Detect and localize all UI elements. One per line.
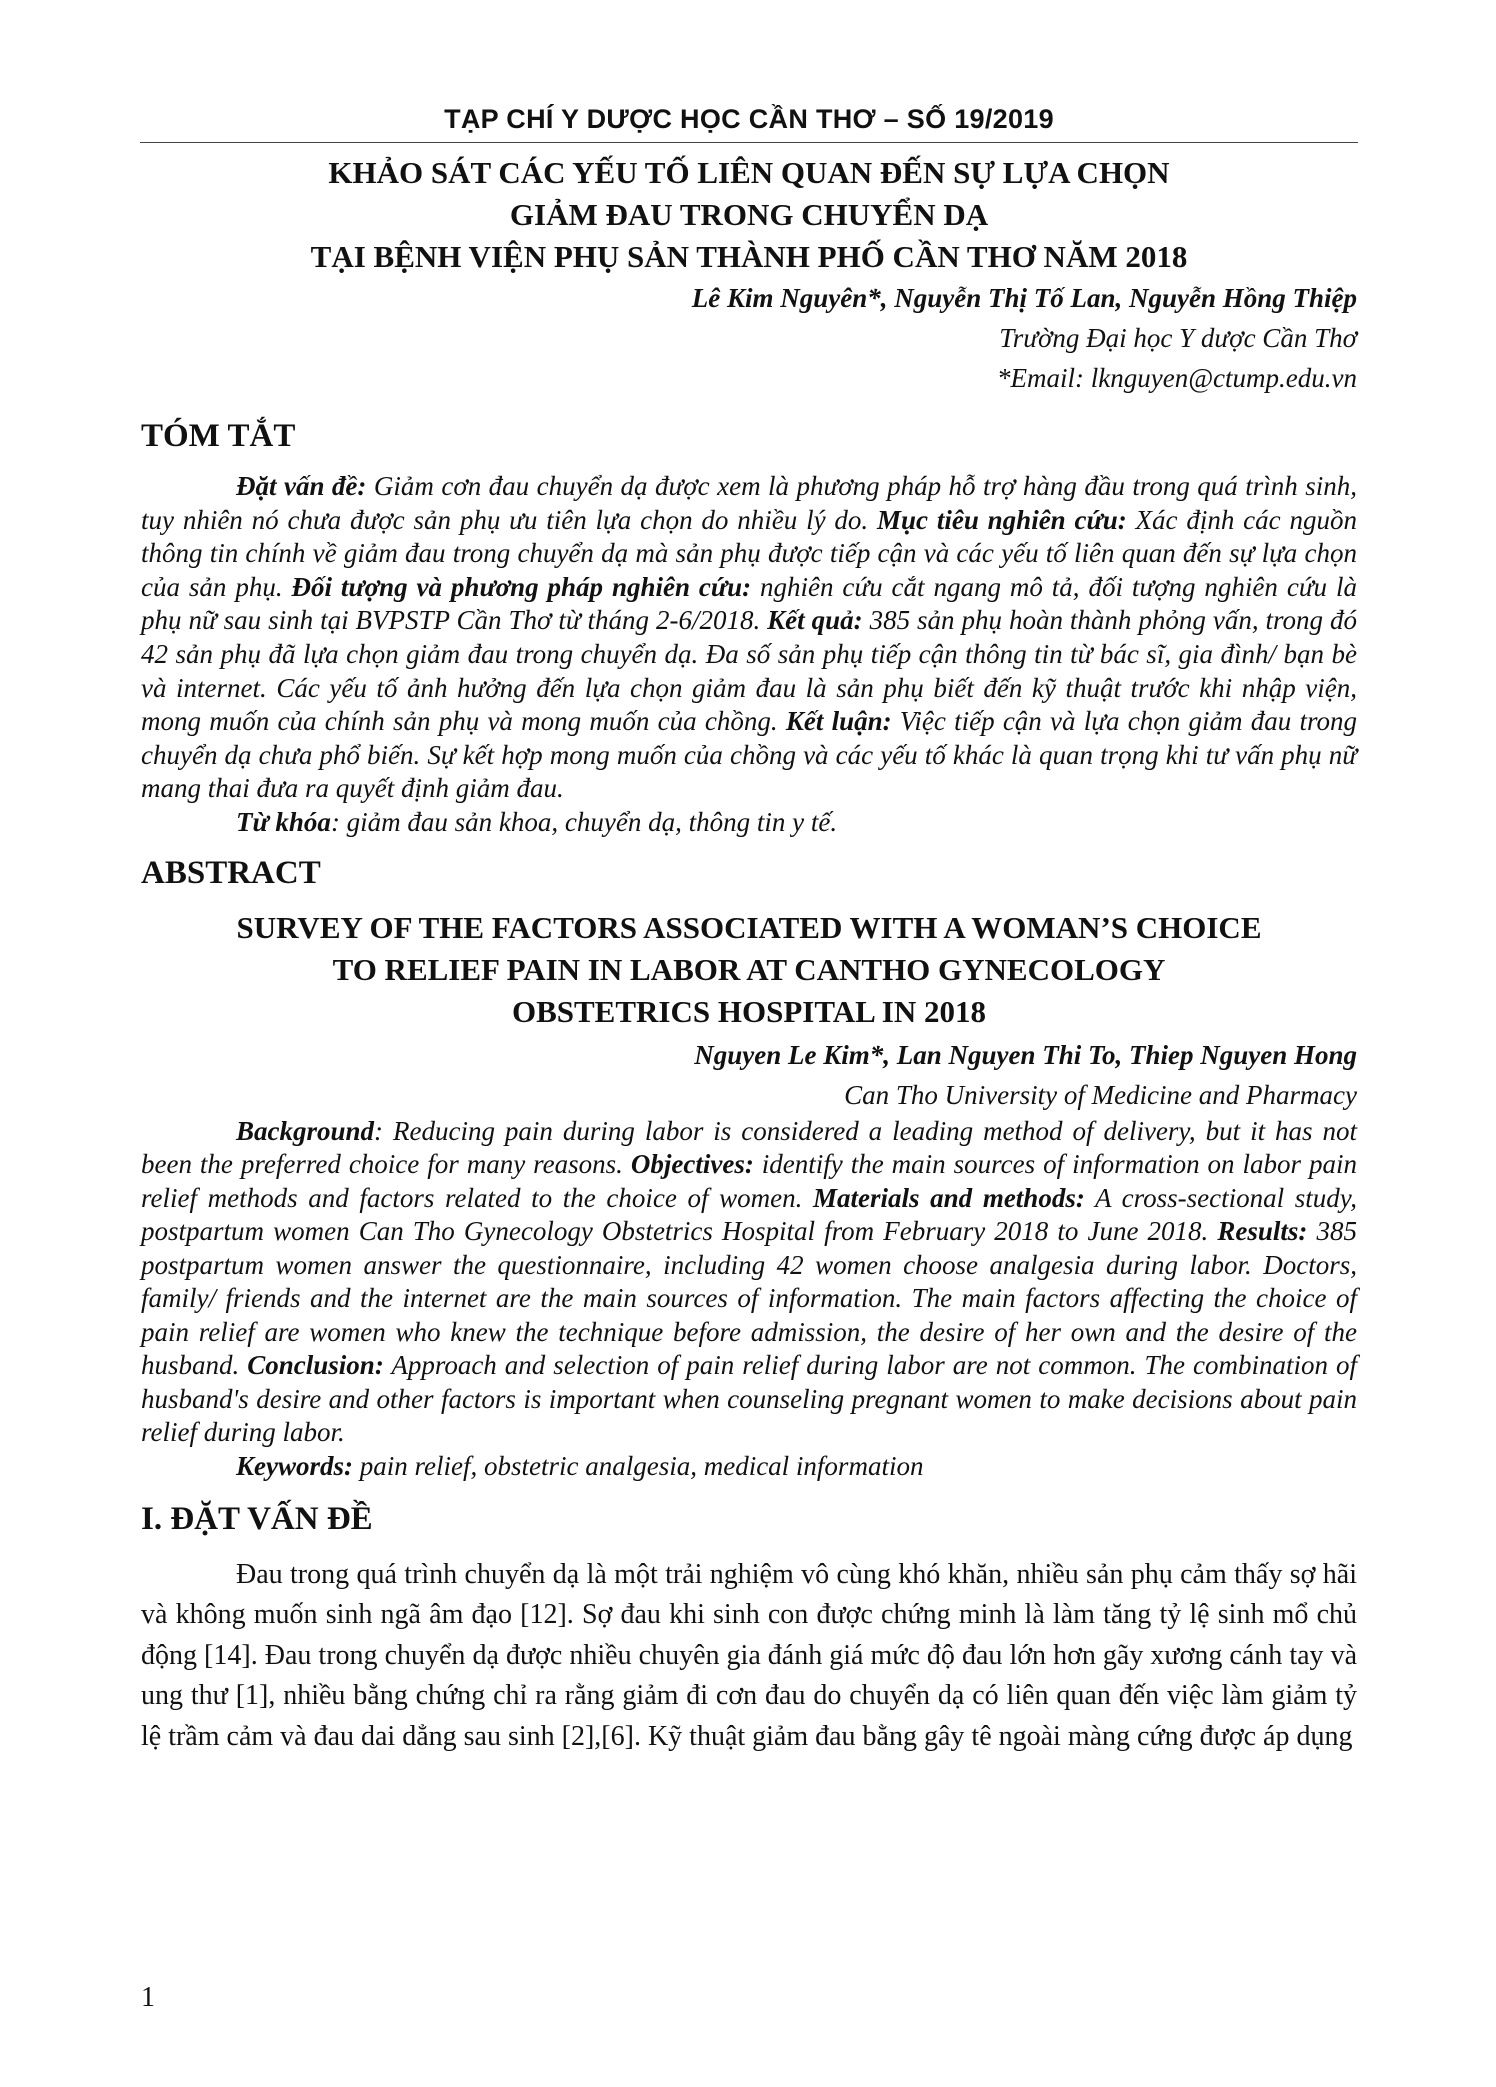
results-text: 385 sản phụ hoàn thành phỏng vấn, trong đó 42 sản phụ đã lựa chọn giảm đau trong chuyển dạ. Đa số sản phụ tiếp cận thông tin từ bác sĩ, gia đình/ bạn bè và internet. Các yếu tố ảnh hưởng đến lựa chọn giảm đau là sản phụ biết đến kỹ thuật trước khi nhập viện, mong muốn của chính sản phụ và mong muốn của chồng. — [141, 605, 1357, 737]
title-line: GIẢM ĐAU TRONG CHUYỂN DẠ — [509, 197, 989, 232]
keywords-text: pain relief, obstetric analgesia, medical information — [353, 1450, 924, 1481]
methods-text: nghiên cứu cắt ngang mô tả, đối tượng nghiên cứu là phụ nữ sau sinh tại BVPSTP Cần Thơ từ tháng 2-6/2018. — [141, 571, 1357, 636]
vietnamese-affiliation: Trường Đại học Y dược Cần Thơ — [999, 323, 1357, 353]
vietnamese-authors: Lê Kim Nguyên*, Nguyễn Thị Tố Lan, Nguyễn Hồng Thiệp — [691, 283, 1357, 313]
objective-label: Mục tiêu nghiên cứu: — [876, 504, 1127, 535]
methods-label: Đối tượng và phương pháp nghiên cứu: — [291, 571, 752, 602]
article-content — [141, 152, 1357, 1757]
objective-label: Objectives: — [630, 1149, 754, 1180]
conclusion-text: Approach and selection of pain relief during labor are not common. The combination of husband's desire and other factors is important when counseling pregnant women to make decisions about pain relief during labor. — [141, 1350, 1357, 1448]
background-text: Giảm cơn đau chuyển dạ được xem là phương pháp hỗ trợ hàng đầu trong quá trình sinh, tuy nhiên nó chưa được sản phụ ưu tiên lựa chọn do nhiều lý do. — [141, 471, 1357, 535]
title-line: TO RELIEF PAIN IN LABOR AT CANTHO GYNECOLOGY — [332, 951, 1166, 987]
body-paragraph: Đau trong quá trình chuyển dạ là một trải nghiệm vô cùng khó khăn, nhiều sản phụ cảm thấy sợ hãi và không muốn sinh ngã âm đạo [12]. Sợ đau khi sinh con được chứng minh là làm tăng tỷ lệ sinh mổ chủ động [14]. Đau trong chuyển dạ được nhiều chuyên gia đánh giá mức độ đau lớn hơn gãy xương cánh tay và ung thư [1], nhiều bằng chứng chỉ ra rằng giảm đi cơn đau do chuyển dạ có liên quan đến việc làm giảm tỷ lệ trầm cảm và đau dai dẳng sau sinh [2],[6]. Kỹ thuật giảm đau bằng gây tê ngoài màng cứng được áp dụng — [141, 1558, 1357, 1752]
page-number: 1 — [141, 1982, 155, 2013]
objective-text: Xác định các nguồn thông tin chính về giảm đau trong chuyển dạ mà sản phụ được tiếp cận và các yếu tố liên quan đến sự lựa chọn của sản phụ. — [141, 504, 1357, 602]
english-abstract — [141, 1115, 1357, 1450]
title-line: KHẢO SÁT CÁC YẾU TỐ LIÊN QUAN ĐẾN SỰ LỰA CHỌN — [328, 155, 1170, 190]
results-text: 385 postpartum women answer the questionnaire, including 42 women choose analgesia during labor. Doctors, family/ friends and the internet are the main sources of information. The main factors affecting the choice of pain relief are women who knew the technique before admission, the desire of her own and the desire of the husband. — [141, 1216, 1357, 1381]
english-affiliation: Can Tho University of Medicine and Pharmacy — [844, 1079, 1357, 1110]
title-line: SURVEY OF THE FACTORS ASSOCIATED WITH A WOMAN’S CHOICE — [236, 909, 1262, 945]
english-keywords — [141, 1450, 1357, 1483]
conclusion-label: Kết luận: — [785, 706, 892, 737]
methods-text: A cross-sectional study, postpartum women Can Tho Gynecology Obstetrics Hospital from February 2018 to June 2018. — [141, 1182, 1357, 1247]
vietnamese-summary — [141, 470, 1357, 806]
abstract-heading: ABSTRACT — [141, 854, 321, 891]
header-rule — [140, 142, 1358, 143]
background-label: Background — [236, 1115, 375, 1146]
conclusion-label: Conclusion: — [247, 1350, 384, 1381]
vietnamese-keywords — [141, 806, 1357, 839]
title-line: TẠI BỆNH VIỆN PHỤ SẢN THÀNH PHỐ CẦN THƠ NĂM 2018 — [310, 239, 1188, 274]
section-heading: I. ĐẶT VẤN ĐỀ — [141, 1500, 373, 1537]
keywords-label: Keywords: — [236, 1450, 353, 1481]
summary-heading: TÓM TẮT — [141, 418, 296, 454]
results-label: Results: — [1217, 1216, 1308, 1247]
background-text: : Reducing pain during labor is considered a leading method of delivery, but it has not been the preferred choice for many reasons. — [141, 1115, 1357, 1180]
title-line: OBSTETRICS HOSPITAL IN 2018 — [511, 993, 987, 1029]
keywords-text: : giảm đau sản khoa, chuyển dạ, thông tin y tế. — [330, 806, 838, 837]
conclusion-text: Việc tiếp cận và lựa chọn giảm đau trong chuyển dạ chưa phổ biến. Sự kết hợp mong muốn của chồng và các yếu tố khác là quan trọng khi tư vấn phụ nữ mang thai đưa ra quyết định giảm đau. — [141, 706, 1357, 804]
results-label: Kết quả: — [767, 605, 863, 636]
methods-label: Materials and methods: — [813, 1182, 1085, 1213]
objective-text: identify the main sources of information on labor pain relief methods and factors related to the choice of women. — [141, 1149, 1357, 1213]
journal-header: TẠP CHÍ Y DƯỢC HỌC CẦN THƠ – SỐ 19/2019 — [444, 104, 1054, 134]
english-authors: Nguyen Le Kim*, Lan Nguyen Thi To, Thiep Nguyen Hong — [694, 1039, 1357, 1070]
vietnamese-title — [141, 152, 1357, 278]
corresponding-email: *Email: lknguyen@ctump.edu.vn — [997, 363, 1357, 393]
keywords-label: Từ khóa — [236, 806, 331, 837]
background-label: Đặt vấn đề: — [236, 471, 367, 501]
english-title — [141, 907, 1357, 1033]
